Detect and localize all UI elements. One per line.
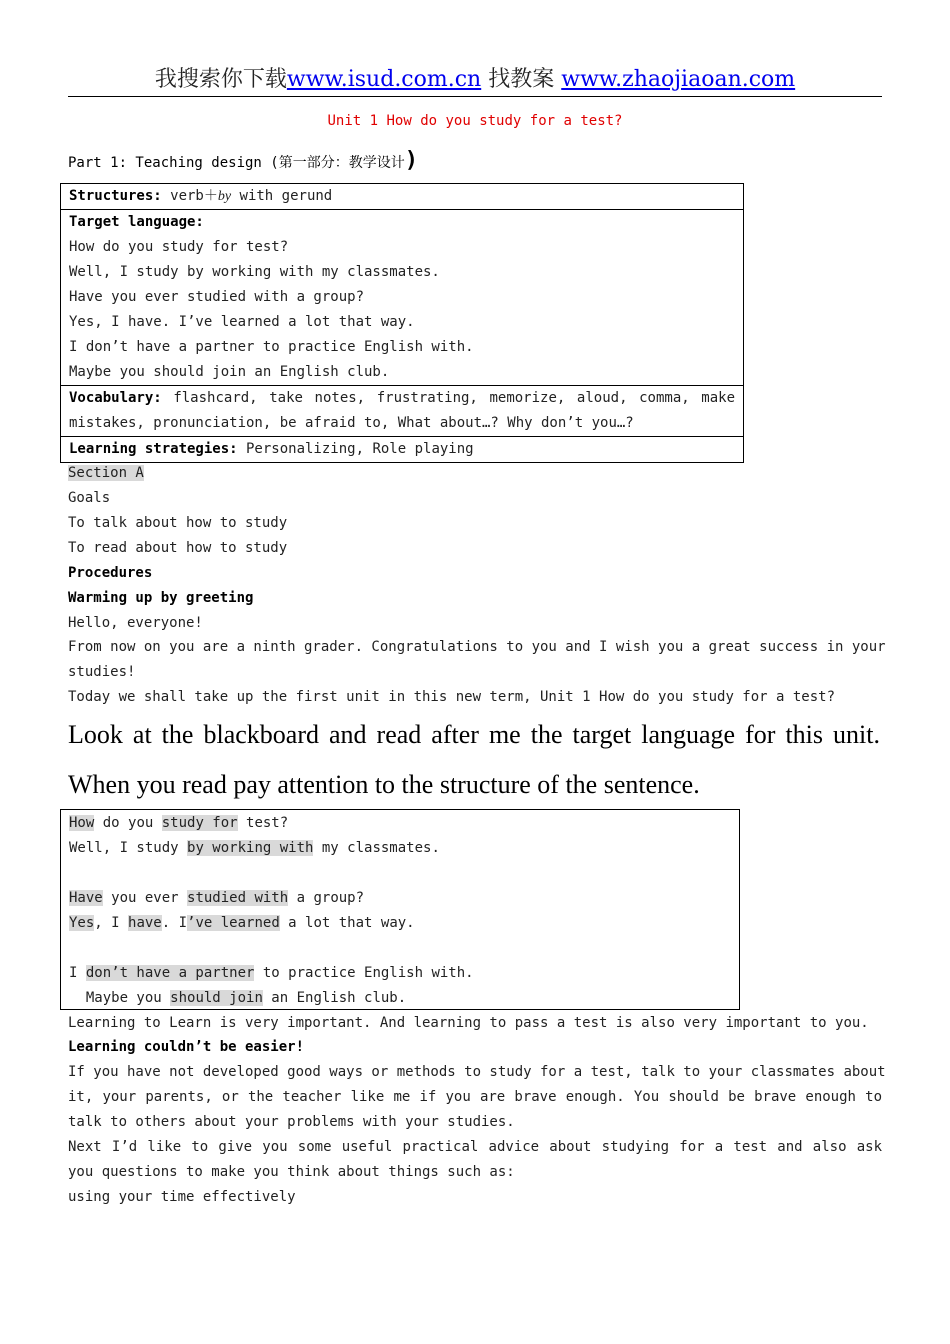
paragraph-1-line-1: From now on you are a ninth grader. Congratulations to you and I wish you a great success in your [68,639,886,655]
text-segment: . I [161,915,188,931]
structures-label: Structures: [69,188,162,204]
structures-row [61,184,743,210]
target-label: Target language: [69,214,204,230]
board-blank [61,861,739,886]
strategies-label: Learning strategies: [69,441,238,457]
vocabulary-row [61,386,743,437]
paragraph-4-line-3: using your time effectively [68,1189,296,1205]
structures-text-a: verb＋ [161,188,218,204]
text-segment: a group? [288,890,365,906]
hl-segment: don’t have a partner [85,965,255,981]
paragraph-4-line-2: you questions to make you think about things such as: [68,1164,515,1180]
procedures-heading: Procedures [68,565,153,581]
text-segment: I [69,965,86,981]
board-line-4 [61,911,739,936]
board-line-2 [61,836,739,861]
target-line: How do you study for test? [69,239,289,255]
text-segment: you ever [102,890,188,906]
paragraph-3-line-3: talk to others about your problems with your studies. [68,1114,515,1130]
learning-paragraph: Learning to Learn is very important. And learning to pass a test is also very important to you. [68,1015,869,1031]
text-segment: an English club. [262,990,407,1006]
paragraph-3-line-2: it, your parents, or the teacher like me if you are brave enough. You should be brave enough to [68,1089,882,1105]
unit-title: Unit 1 How do you study for a test? [327,113,623,129]
hl-segment: should join [170,990,263,1006]
target-line: Well, I study by working with my classmates. [69,264,440,280]
board-line-5 [61,961,739,986]
header-link-zhaojiaoan[interactable]: www.zhaojiaoan.com [561,67,796,92]
paragraph-3-line-1: If you have not developed good ways or methods to study for a test, talk to your classmates about [68,1064,886,1080]
text-segment: a lot that way. [279,915,415,931]
header-middle: 找教案 [488,67,555,92]
structures-text-b: with gerund [231,188,333,204]
target-line: Maybe you should join an English club. [69,364,390,380]
part1-heading [68,148,418,176]
hl-segment: ’ve learned [187,915,280,931]
goal-item: To talk about how to study [68,515,288,531]
learning-emphasis: Learning couldn’t be easier! [68,1039,305,1055]
text-segment: test? [237,815,289,831]
vocab-line-1: flashcard, take notes, frustrating, memorize, aloud, comma, make [161,390,735,406]
board-line-6 [61,986,739,1011]
target-line: Yes, I have. I’ve learned a lot that way. [69,314,415,330]
header-prefix: 我搜索你下载 [154,67,287,92]
target-line: Have you ever studied with a group? [69,289,365,305]
paragraph-1-line-2: studies! [68,664,136,680]
goals-heading: Goals [68,490,111,506]
target-line: I don’t have a partner to practice English with. [69,339,474,355]
warming-heading: Warming up by greeting [68,590,254,606]
greeting-text: Hello, everyone! [68,615,203,631]
strategies-text: Personalizing, Role playing [237,441,474,457]
part1-text: Part 1: Teaching design (第一部分：教学设计 [68,155,405,171]
hl-segment: How [69,815,95,831]
blackboard-box [60,809,740,1010]
text-segment: to practice English with. [254,965,474,981]
paragraph-2: Today we shall take up the first unit in this new term, Unit 1 How do you study for a test? [68,689,836,705]
vocab-line-2: mistakes, pronunciation, be afraid to, What about…? Why don’t you…? [69,415,634,431]
text-segment: Well, I study [69,840,188,856]
hl-segment: Yes [69,915,95,931]
text-segment: Maybe you [69,990,171,1006]
board-line-3 [61,886,739,911]
text-segment: , I [94,915,129,931]
part1-paren: ) [404,148,418,173]
big-instruction-line-1: Look at the blackboard and read after me the target language for this unit. [68,720,880,749]
structures-by: by [217,189,232,204]
hl-segment: study for [161,815,238,831]
board-blank [61,936,739,961]
board-line-1 [61,811,739,836]
hl-segment: have [128,915,162,931]
goal-item: To read about how to study [68,540,288,556]
text-segment: do you [94,815,162,831]
header-link-isud[interactable]: www.isud.com.cn [286,67,482,92]
teaching-design-table [60,183,744,463]
target-row [61,210,743,386]
section-label: Section A [68,465,144,481]
strategies-row [61,437,743,462]
page-header [68,64,882,97]
text-segment: my classmates. [313,840,440,856]
big-instruction-line-2: When you read pay attention to the structure of the sentence. [68,770,700,799]
paragraph-4-line-1: Next I’d like to give you some useful practical advice about studying for a test and also ask [68,1139,882,1155]
hl-segment: Have [69,890,103,906]
vocab-label: Vocabulary: [69,390,162,406]
hl-segment: studied with [187,890,289,906]
hl-segment: by working with [187,840,314,856]
